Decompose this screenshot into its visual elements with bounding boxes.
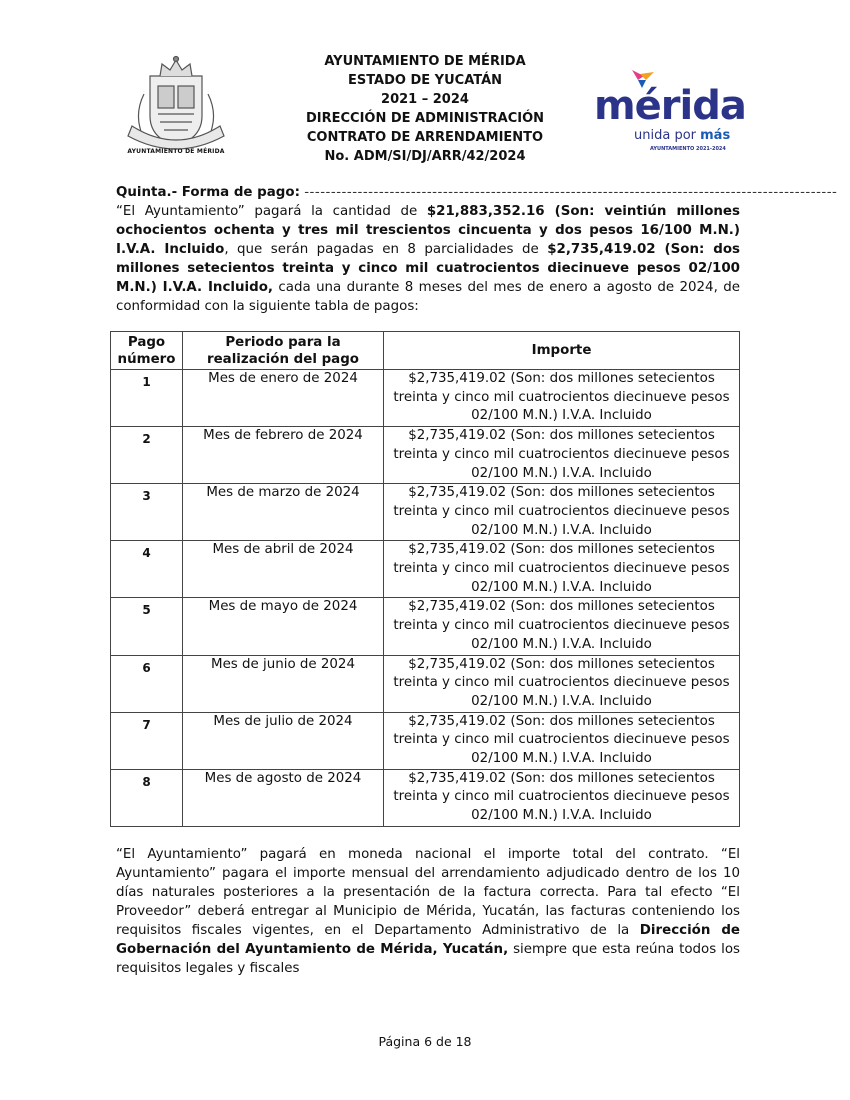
payment-number: 8 [111,769,183,826]
table-row [111,712,740,769]
payment-number: 2 [111,427,183,484]
payment-amount: $2,735,419.02 (Son: dos millones setecientos treinta y cinco mil cuatrocientos diecinueve pesos 02/100 M.N.) I.V.A. Incluido [384,598,740,655]
billing-paragraph: “El Ayuntamiento” pagará en moneda nacional el importe total del contrato. “El Ayuntamiento” pagara el importe mensual del arrendamiento adjudicado dentro de los 10 días naturales posteriores a la presentación de la factura correcta. Para tal efecto “El Proveedor” deberá entregar al Municipio de Mérida, Yucatán, las facturas conteniendo los requisitos fiscales vigentes, en el Departamento Administrativo de la Dirección de Gobernación del Ayuntamiento de Mérida, Yucatán, siempre que esta reúna todos los requisitos legales y fiscales [116,847,740,976]
payment-period: Mes de febrero de 2024 [183,427,384,484]
payment-number: 7 [111,712,183,769]
payment-amount: $2,735,419.02 (Son: dos millones setecientos treinta y cinco mil cuatrocientos diecinueve pesos 02/100 M.N.) I.V.A. Incluido [384,769,740,826]
table-row [111,655,740,712]
seal-caption: AYUNTAMIENTO DE MÉRIDA [127,148,225,155]
brand-tagline: unida por más [634,128,731,143]
table-row [111,370,740,427]
clause-title-line [116,183,838,202]
table-row [111,484,740,541]
document-header [0,50,850,170]
header-line: 2021 – 2024 [381,92,469,107]
payment-period: Mes de mayo de 2024 [183,598,384,655]
table-row [111,427,740,484]
city-seal-icon [120,54,232,160]
table-row [111,598,740,655]
payment-number: 3 [111,484,183,541]
dash-leader: ---------------------------------------------------------------------------------------------------- [304,185,838,200]
payment-number: 1 [111,370,183,427]
payment-number: 6 [111,655,183,712]
table-row [111,769,740,826]
merida-brand-logo [588,66,746,166]
payment-amount: $2,735,419.02 (Son: dos millones setecientos treinta y cinco mil cuatrocientos diecinueve pesos 02/100 M.N.) I.V.A. Incluido [384,427,740,484]
payment-period: Mes de agosto de 2024 [183,769,384,826]
payment-period: Mes de julio de 2024 [183,712,384,769]
payment-period: Mes de abril de 2024 [183,541,384,598]
payment-period: Mes de marzo de 2024 [183,484,384,541]
brand-wordmark: mérida [594,83,746,129]
table-header-row [111,332,740,370]
header-line: AYUNTAMIENTO DE MÉRIDA [324,54,526,69]
payment-amount: $2,735,419.02 (Son: dos millones setecientos treinta y cinco mil cuatrocientos diecinueve pesos 02/100 M.N.) I.V.A. Incluido [384,541,740,598]
payment-number: 5 [111,598,183,655]
payment-amount: $2,735,419.02 (Son: dos millones setecientos treinta y cinco mil cuatrocientos diecinueve pesos 02/100 M.N.) I.V.A. Incluido [384,484,740,541]
header-cell: Pago número [111,332,183,370]
payment-number: 4 [111,541,183,598]
payment-period: Mes de enero de 2024 [183,370,384,427]
page-number: Página 6 de 18 [378,1034,472,1049]
payment-amount: $2,735,419.02 (Son: dos millones setecientos treinta y cinco mil cuatrocientos diecinueve pesos 02/100 M.N.) I.V.A. Incluido [384,655,740,712]
payment-amount: $2,735,419.02 (Son: dos millones setecientos treinta y cinco mil cuatrocientos diecinueve pesos 02/100 M.N.) I.V.A. Incluido [384,712,740,769]
clause-title: Quinta.- Forma de pago: [116,185,300,200]
payment-period: Mes de junio de 2024 [183,655,384,712]
header-line: CONTRATO DE ARRENDAMIENTO [306,130,544,145]
header-titles [255,52,595,166]
header-cell: Importe [384,332,740,370]
header-line: ESTADO DE YUCATÁN [347,73,503,88]
payment-table [110,331,740,827]
clause-section [116,183,838,316]
contract-number: No. ADM/SI/DJ/ARR/42/2024 [324,149,526,164]
payment-paragraph: “El Ayuntamiento” pagará la cantidad de $21,883,352.16 (Son: veintiún millones ochocientos ochenta y tres mil trescientos cincuenta y dos pesos 16/100 M.N.) I.V.A. Incluido, que serán pagadas en 8 parcialidades de $2,735,419.02 (Son: dos millones setecientos treinta y cinco mil cuatrocientos diecinueve pesos 02/100 M.N.) I.V.A. Incluido, cada una durante 8 meses del mes de enero a agosto de 2024, de conformidad con la siguiente tabla de pagos: [116,204,740,314]
payment-amount: $2,735,419.02 (Son: dos millones setecientos treinta y cinco mil cuatrocientos diecinueve pesos 02/100 M.N.) I.V.A. Incluido [384,370,740,427]
brand-years: AYUNTAMIENTO 2021-2024 [650,146,726,152]
header-line: DIRECCIÓN DE ADMINISTRACIÓN [305,111,545,126]
header-cell: Periodo para la realización del pago [183,332,384,370]
table-row [111,541,740,598]
